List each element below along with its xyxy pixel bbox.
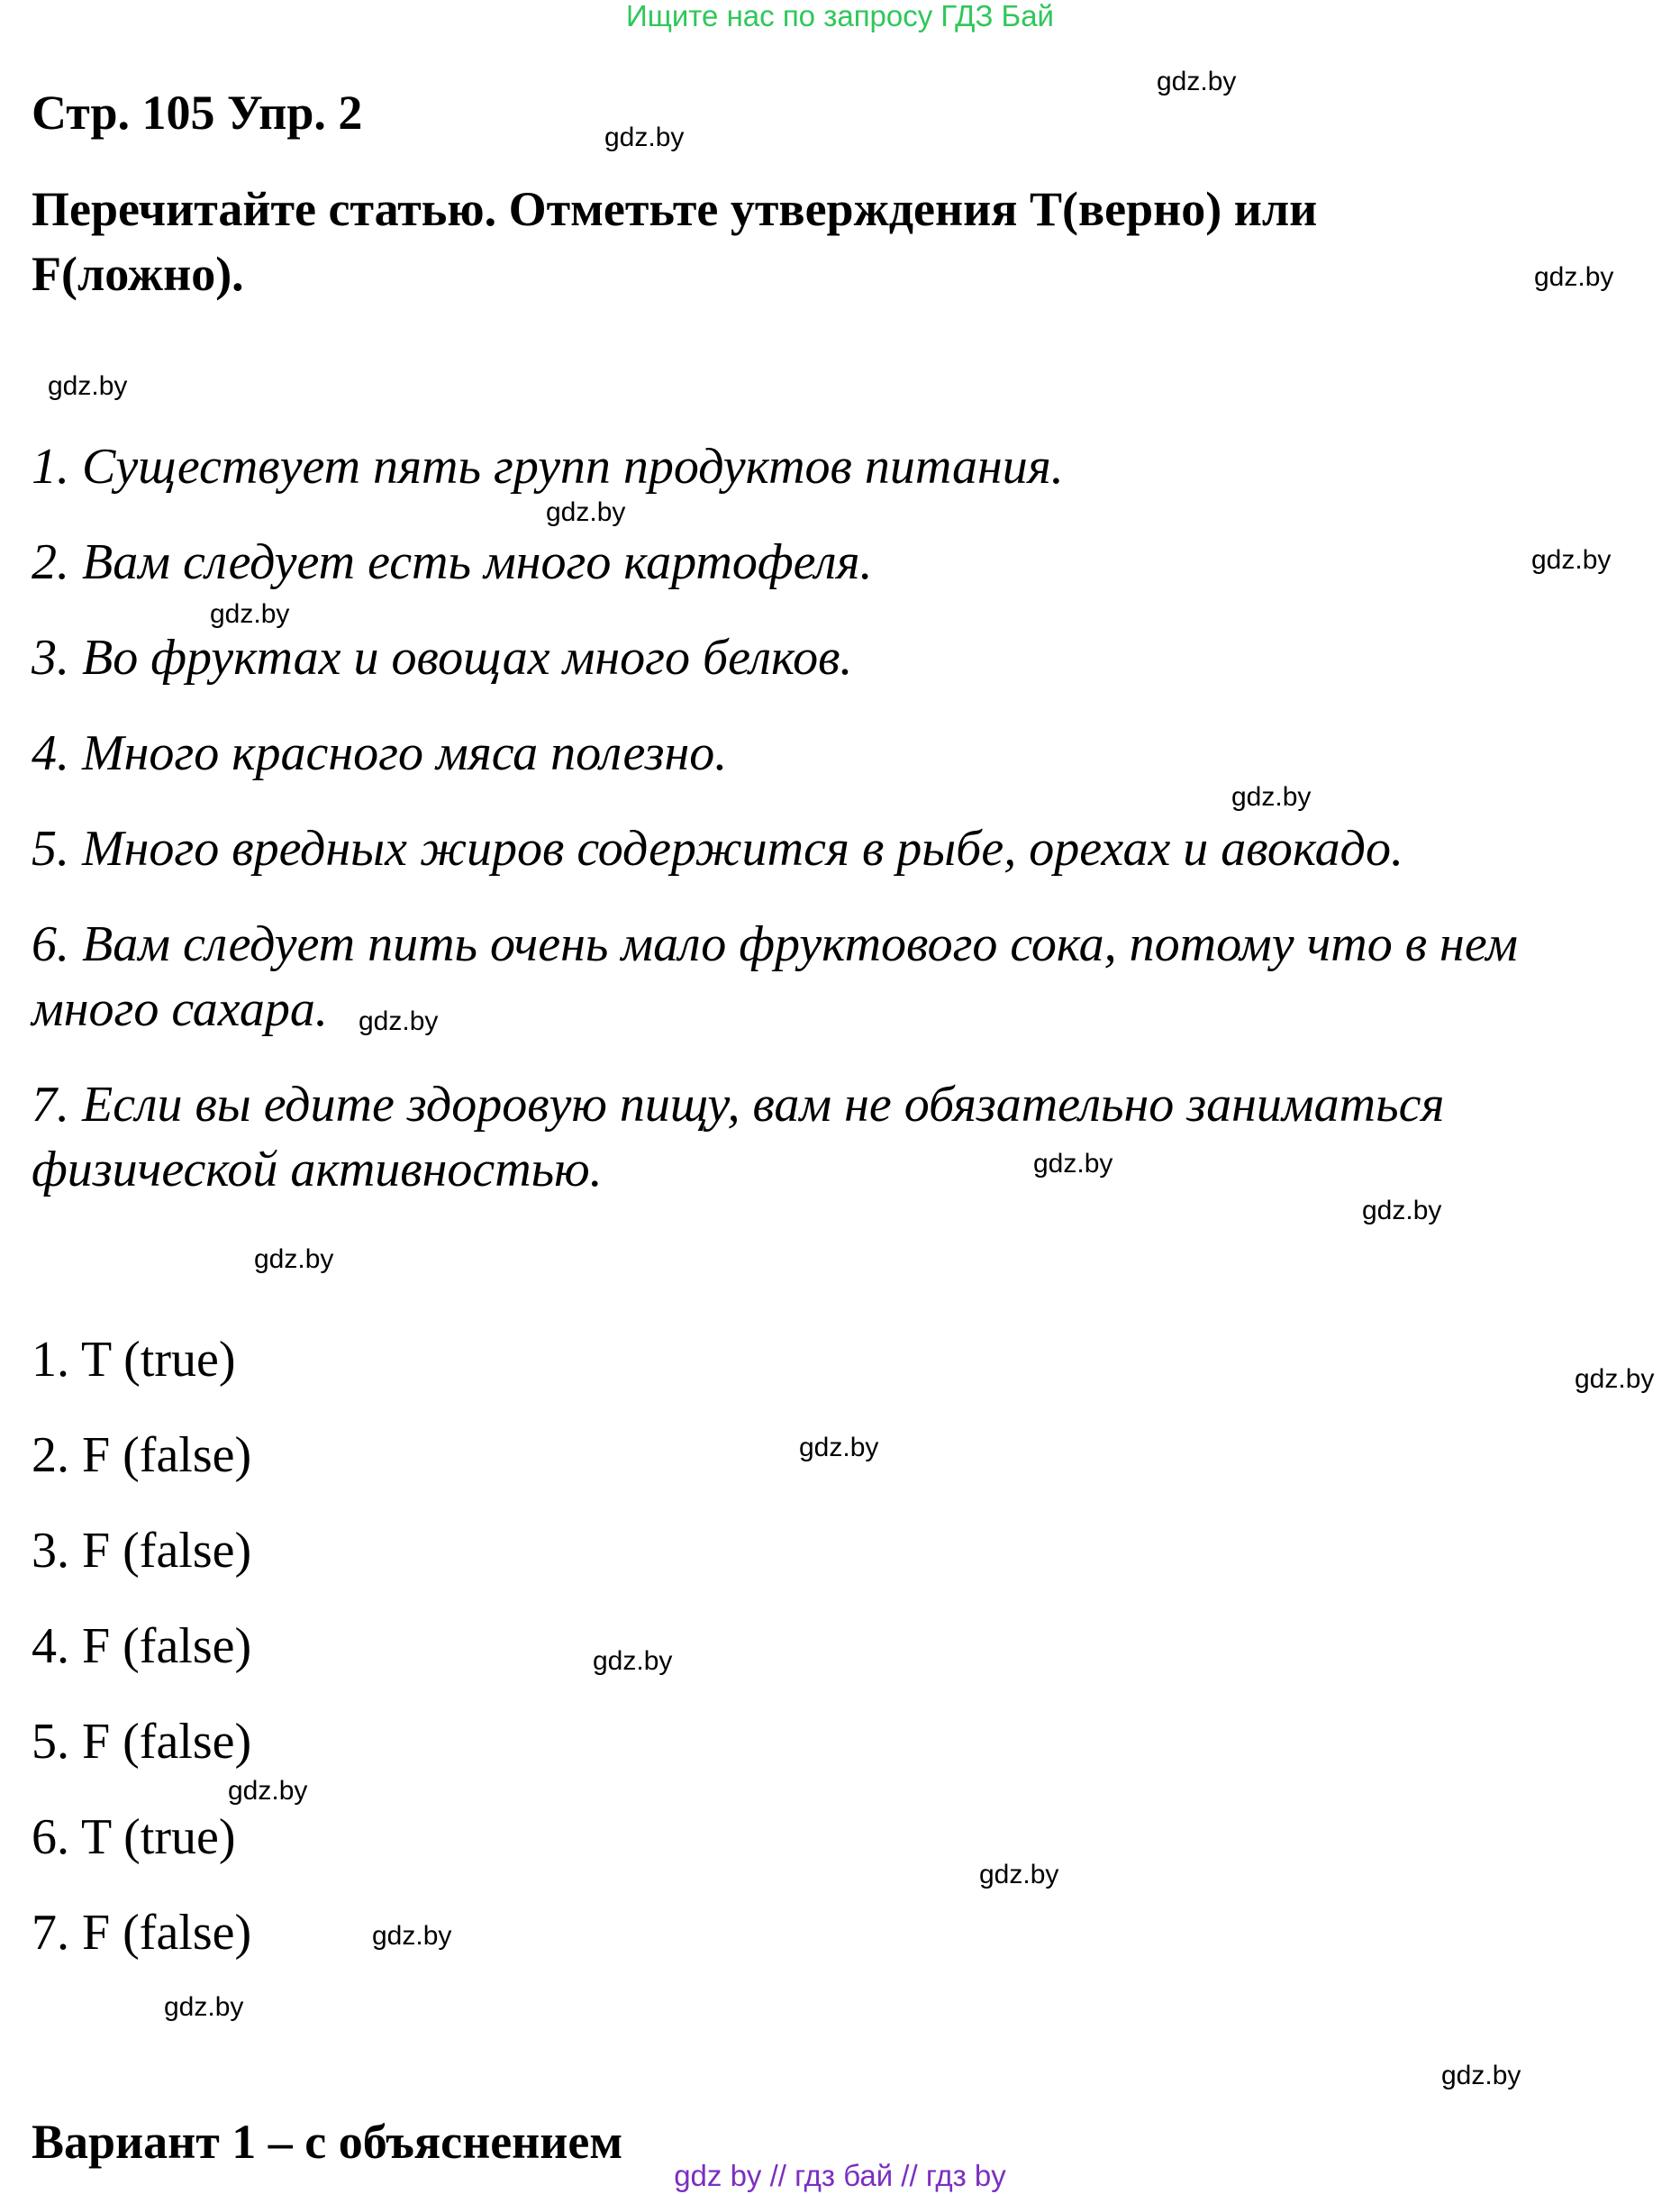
statement-3: 3. Во фруктах и овощах много белков.	[32, 630, 853, 686]
watermark: gdz.by	[1157, 67, 1237, 96]
watermark: gdz.by	[210, 599, 290, 629]
statement-1: 1. Существует пять групп продуктов питания.	[32, 439, 1064, 495]
answer-3: 3. F (false)	[32, 1523, 252, 1579]
task-line-1: Перечитайте статью. Отметьте утверждения T(верно) или	[32, 182, 1318, 236]
statement-4: 4. Много красного мяса полезно.	[32, 725, 728, 781]
watermark: gdz.by	[1033, 1149, 1113, 1179]
watermark: gdz.by	[1575, 1364, 1655, 1394]
watermark: gdz.by	[1231, 782, 1312, 812]
watermark: gdz.by	[979, 1860, 1059, 1889]
watermark: gdz.by	[359, 1006, 439, 1036]
answer-6: 6. T (true)	[32, 1809, 236, 1865]
task-instruction	[32, 177, 1317, 306]
watermark: gdz.by	[604, 123, 685, 152]
watermark: gdz.by	[228, 1776, 308, 1806]
watermark: gdz.by	[1531, 545, 1612, 575]
watermark: gdz.by	[372, 1921, 452, 1951]
statement-6-line-1: 6. Вам следует пить очень мало фруктового сока, потому что в нем	[32, 916, 1519, 972]
watermark: gdz.by	[164, 1992, 244, 2022]
watermark: gdz.by	[546, 497, 626, 527]
watermark: gdz.by	[1534, 262, 1614, 292]
answer-1: 1. T (true)	[32, 1332, 236, 1388]
statement-6-line-2: много сахара.	[32, 981, 328, 1037]
statement-2: 2. Вам следует есть много картофеля.	[32, 534, 873, 590]
task-line-2: F(ложно).	[32, 247, 244, 301]
footer-links: gdz by // гдз бай // гдз by	[674, 2159, 1006, 2192]
statement-7-line-1: 7. Если вы едите здоровую пищу, вам не обязательно заниматься	[32, 1077, 1445, 1133]
answer-7: 7. F (false)	[32, 1905, 252, 1961]
watermark: gdz.by	[799, 1433, 879, 1462]
answer-5: 5. F (false)	[32, 1714, 252, 1770]
watermark: gdz.by	[1441, 2061, 1521, 2090]
variant-heading: Вариант 1 – с объяснением	[32, 2115, 623, 2169]
statement-5: 5. Много вредных жиров содержится в рыбе, орехах и авокадо.	[32, 821, 1403, 877]
statement-7-line-2: физической активностью.	[32, 1142, 603, 1197]
watermark: gdz.by	[593, 1646, 673, 1676]
watermark: gdz.by	[1362, 1196, 1442, 1225]
answer-4: 4. F (false)	[32, 1618, 252, 1674]
top-banner: Ищите нас по запросу ГДЗ Бай	[626, 0, 1054, 32]
watermark: gdz.by	[254, 1244, 334, 1274]
page-title: Стр. 105 Упр. 2	[32, 86, 363, 140]
answer-2: 2. F (false)	[32, 1427, 252, 1483]
watermark: gdz.by	[48, 371, 128, 401]
